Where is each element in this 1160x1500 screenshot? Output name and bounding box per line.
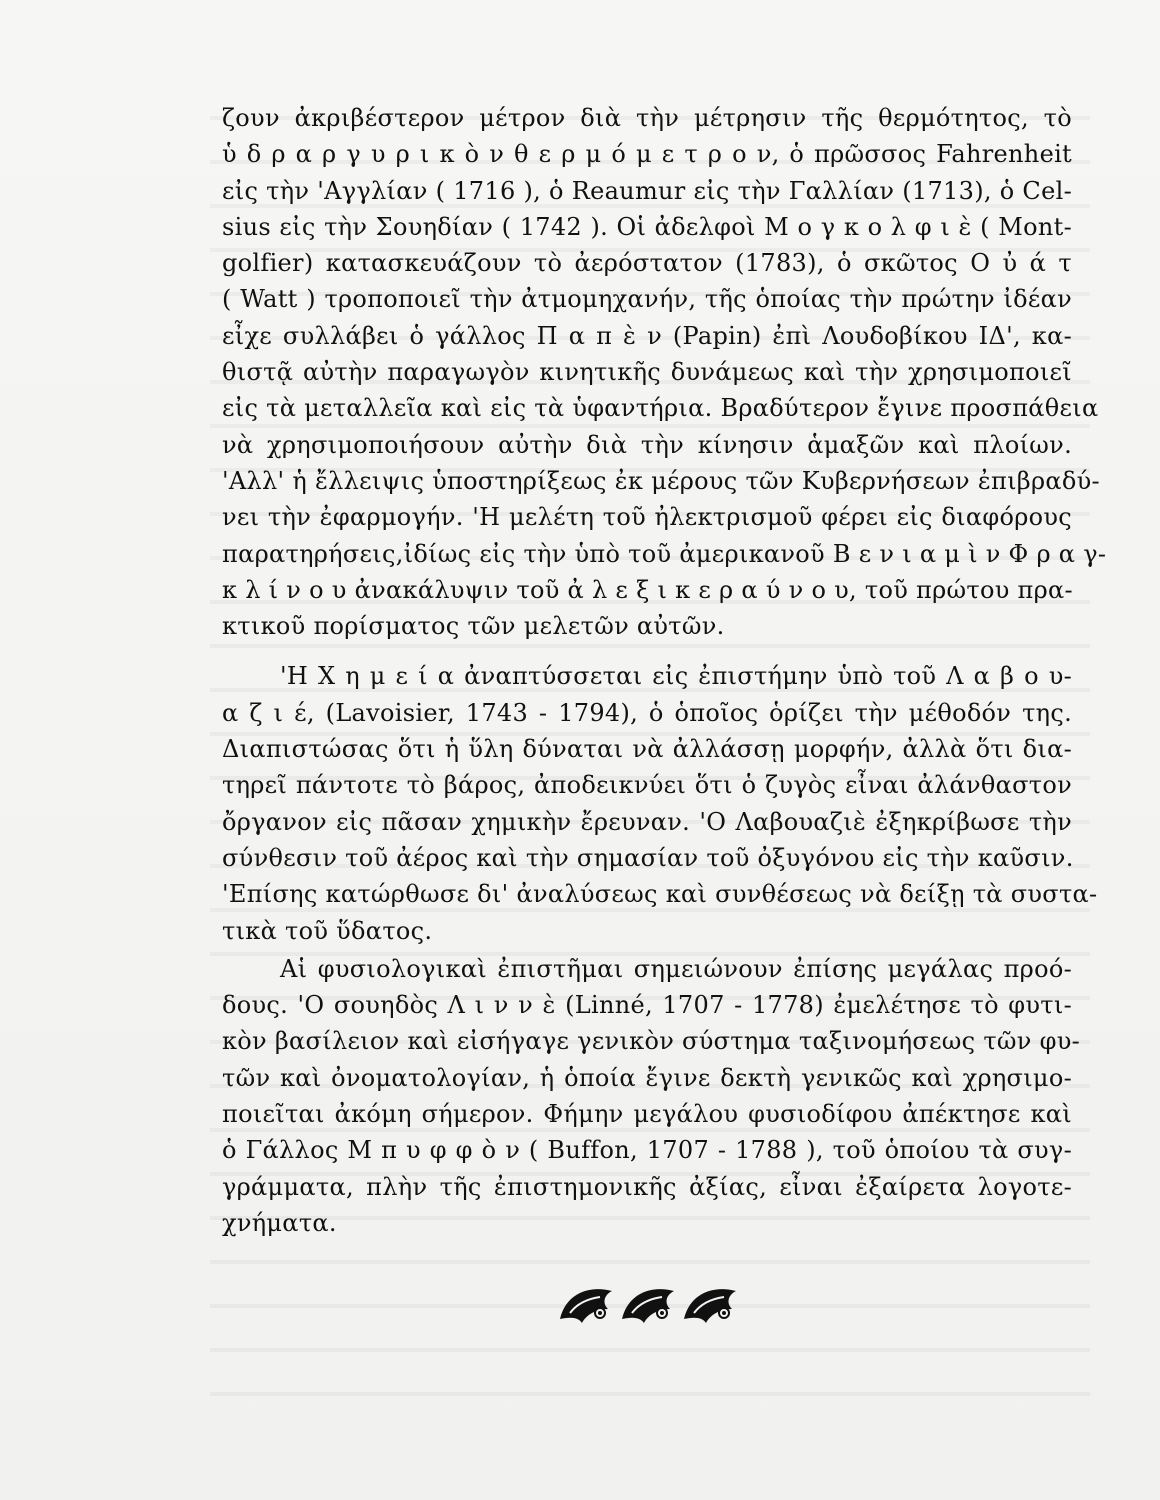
text-line: χνήματα.	[222, 1208, 337, 1237]
paragraph-physics	[222, 100, 1107, 644]
fleuron-leaf-icon	[684, 1289, 736, 1323]
text-line: ὁ Γάλλος Μ π υ φ φ ὸ ν ( Buffon, 1707 - 1788 ), τοῦ ὁποίου τὰ συγ-	[222, 1136, 1072, 1165]
text-line: θιστᾷ αὐτὴν παραγωγὸν κινητικῆς δυνάμεως καὶ τὴν χρησιμοποιεῖ	[222, 358, 1072, 387]
text-line: golfier) κατασκευάζουν τὸ ἀερόστατον (1783), ὁ σκῶτος Ο ὐ ά τ	[222, 249, 1072, 278]
text-line: ζουν ἀκριβέστερον μέτρον διὰ τὴν μέτρησιν τῆς θερμότητος, τὸ	[222, 104, 1072, 132]
text-line: Διαπιστώσας ὅτι ἡ ὕλη δύναται νὰ ἀλλάσσῃ μορφήν, ἀλλὰ ὅτι δια-	[222, 735, 1072, 764]
fleuron-leaf-icon	[560, 1289, 612, 1323]
text-line: 'Επίσης κατώρθωσε δι' ἀναλύσεως καὶ συνθέσεως νὰ δείξῃ τὰ συστα-	[222, 880, 1098, 909]
text-line: γράμματα, πλὴν τῆς ἐπιστημονικῆς ἀξίας, εἶναι ἐξαίρετα λογοτε-	[222, 1172, 1072, 1201]
fleuron-leaf-icon	[622, 1289, 674, 1323]
text-line: ὑ δ ρ α ρ γ υ ρ ι κ ὸ ν θ ε ρ μ ό μ ε τ ρ ο ν, ὁ πρῶσσος Fahrenheit	[222, 140, 1072, 169]
text-line: 'Η Χ η μ ε ί α ἀναπτύσσεται εἰς ἐπιστήμην ὑπὸ τοῦ Λ α β ο υ-	[280, 662, 1072, 691]
fleuron-ornament	[556, 1279, 746, 1331]
text-line: ποιεῖται ἀκόμη σήμερον. Φήμην μεγάλου φυσιοδίφου ἀπέκτησε καὶ	[222, 1100, 1072, 1129]
text-line: εἰς τὴν 'Αγγλίαν ( 1716 ), ὁ Reaumur εἰς τὴν Γαλλίαν (1713), ὁ Cel-	[222, 176, 1072, 205]
text-line: ὄργανον εἰς πᾶσαν χημικὴν ἔρευναν. 'Ο Λαβουαζιὲ ἐξηκρίβωσε τὴν	[222, 807, 1072, 836]
text-line: σύνθεσιν τοῦ ἀέρος καὶ τὴν σημασίαν τοῦ ὀξυγόνου εἰς τὴν καῦσιν.	[222, 843, 1074, 872]
text-line: ( Watt ) τροποποιεῖ τὴν ἀτμομηχανήν, τῆς ὁποίας τὴν πρώτην ἰδέαν	[222, 285, 1072, 314]
text-line: δους. 'Ο σουηδὸς Λ ι ν ν ὲ (Linné, 1707 - 1778) ἐμελέτησε τὸ φυτι-	[222, 991, 1072, 1020]
text-line: τῶν καὶ ὀνοματολογίαν, ἡ ὁποία ἔγινε δεκτὴ γενικῶς καὶ χρησιμο-	[222, 1063, 1072, 1092]
text-line: τηρεῖ πάντοτε τὸ βάρος, ἀποδεικνύει ὅτι ὁ ζυγὸς εἶναι ἀλάνθαστον	[222, 771, 1072, 800]
text-line: sius εἰς τὴν Σουηδίαν ( 1742 ). Οἱ ἀδελφοὶ Μ ο γ κ ο λ φ ι ὲ ( Mont-	[222, 212, 1072, 241]
body-text	[222, 100, 1107, 1241]
paragraph-chemistry	[222, 658, 1098, 948]
text-line: εἰς τὰ μεταλλεῖα καὶ εἰς τὰ ὑφαντήρια. Βραδύτερον ἔγινε προσπάθεια	[222, 394, 1099, 423]
text-line: 'Αλλ' ἡ ἔλλειψις ὑποστηρίξεως ἐκ μέρους τῶν Κυβερνήσεων ἐπιβραδύ-	[222, 466, 1100, 495]
text-line: νὰ χρησιμοποιήσουν αὐτὴν διὰ τὴν κίνησιν ἁμαξῶν καὶ πλοίων.	[222, 430, 1072, 459]
text-line: νει τὴν ἐφαρμογήν. 'Η μελέτη τοῦ ἠλεκτρισμοῦ φέρει εἰς διαφόρους	[222, 503, 1072, 532]
text-line: κὸν βασίλειον καὶ εἰσήγαγε γενικὸν σύστημα ταξινομήσεως τῶν φυ-	[222, 1027, 1081, 1056]
paragraph-physiology	[222, 951, 1081, 1241]
text-line: παρατηρήσεις,ἰδίως εἰς τὴν ὑπὸ τοῦ ἀμερικανοῦ Β ε ν ι α μ ὶ ν Φ ρ α γ-	[222, 539, 1107, 568]
text-line: α ζ ι έ, (Lavoisier, 1743 - 1794), ὁ ὁποῖος ὁρίζει τὴν μέθοδόν της.	[222, 698, 1072, 727]
text-line: κ λ ί ν ο υ ἀνακάλυψιν τοῦ ἀ λ ε ξ ι κ ε ρ α ύ ν ο υ, τοῦ πρώτου πρα-	[222, 575, 1073, 604]
text-line: κτικοῦ πορίσματος τῶν μελετῶν αὐτῶν.	[222, 612, 725, 641]
text-line: τικὰ τοῦ ὕδατος.	[222, 916, 433, 945]
text-line: Αἱ φυσιολογικαὶ ἐπιστῆμαι σημειώνουν ἐπίσης μεγάλας προό-	[280, 954, 1072, 983]
text-line: εἶχε συλλάβει ὁ γάλλος Π α π ὲ ν (Papin) ἐπὶ Λουδοβίκου ΙΔ', κα-	[222, 321, 1072, 350]
